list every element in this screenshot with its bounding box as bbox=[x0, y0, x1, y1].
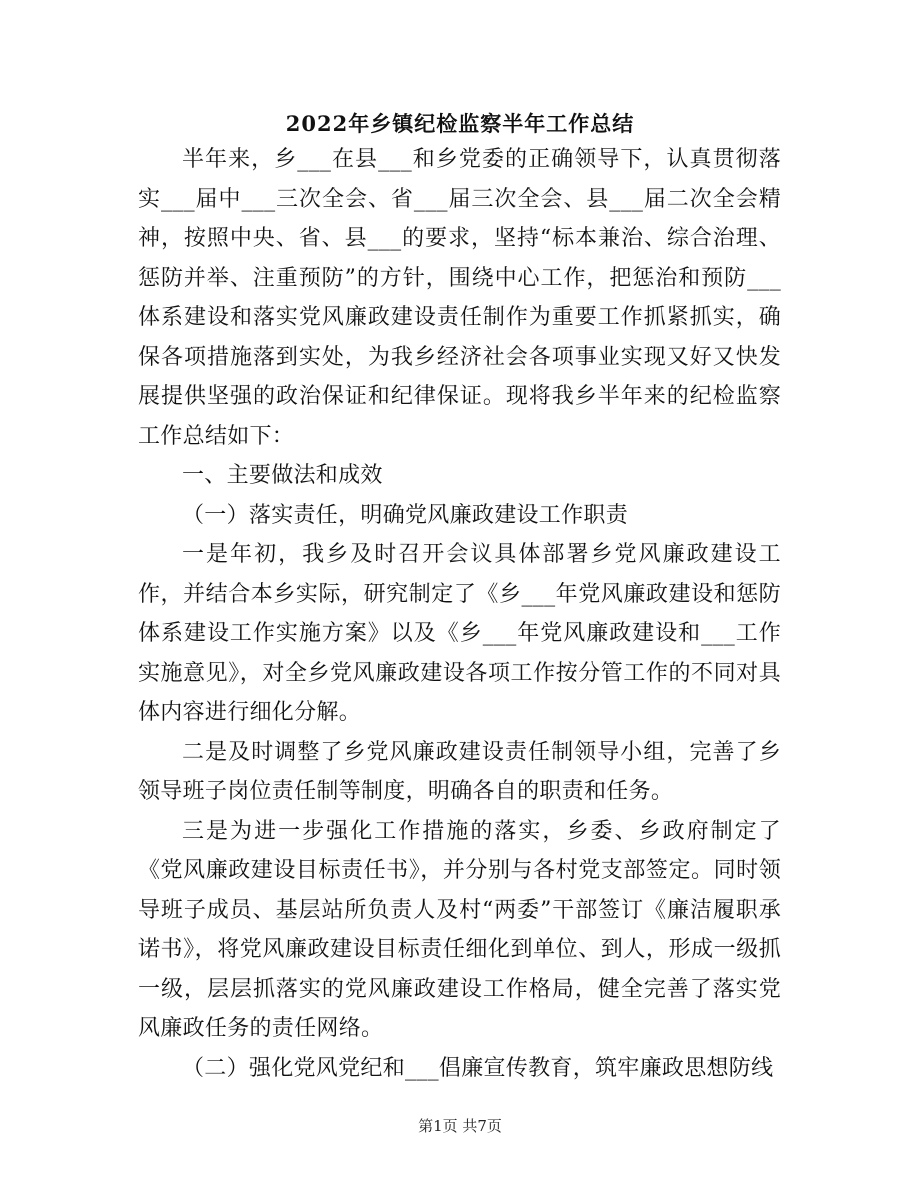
section-heading-1: 一、主要做法和成效 bbox=[182, 463, 383, 488]
page-number-footer: 第1页 共7页 bbox=[418, 1117, 502, 1135]
paragraph-item-2: 二是及时调整了乡党风廉政建设责任制领导小组，完善了乡领导班子岗位责任制等制度，明确各自的职责和任务。 bbox=[138, 739, 781, 804]
paragraph-item-3: 三是为进一步强化工作措施的落实，乡委、乡政府制定了《党风廉政建设目标责任书》，并分别与各村党支部签定。同时领导班子成员、基层站所负责人及村“两委”干部签订《廉洁履职承诺书》，将党风廉政建设目标责任细化到单位、到人，形成一级抓一级，层层抓落实的党风廉政建设工作格局，健全完善了落实党风廉政任务的责任网络。 bbox=[138, 818, 781, 1041]
intro-paragraph: 半年来，乡___在县___和乡党委的正确领导下，认真贯彻落实___届中___三次全会、省___届三次全会、县___届二次全会精神，按照中央、省、县___的要求，坚持“标本兼治、综合治理、惩防并举、注重预防”的方针，围绕中心工作，把惩治和预防___体系建设和落实党风廉政建设责任制作为重要工作抓紧抓实，确保各项措施落到实处，为我乡经济社会各项事业实现又好又快发展提供坚强的政治保证和纪律保证。现将我乡半年来的纪检监察工作总结如下： bbox=[138, 147, 781, 449]
subsection-heading-1: （一）落实责任，明确党风廉政建设工作职责 bbox=[182, 502, 629, 528]
document-body bbox=[138, 140, 781, 1088]
document-title: 2022年乡镇纪检监察半年工作总结 bbox=[285, 111, 635, 136]
paragraph-item-1: 一是年初，我乡及时召开会议具体部署乡党风廉政建设工作，并结合本乡实际，研究制定了《乡___年党风廉政建设和惩防体系建设工作实施方案》以及《乡___年党风廉政建设和___工作实施意见》，对全乡党风廉政建设各项工作按分管工作的不同对具体内容进行细化分解。 bbox=[138, 542, 781, 725]
subsection-heading-2: （二）强化党风党纪和___倡廉宣传教育，筑牢廉政思想防线 bbox=[182, 1055, 774, 1081]
